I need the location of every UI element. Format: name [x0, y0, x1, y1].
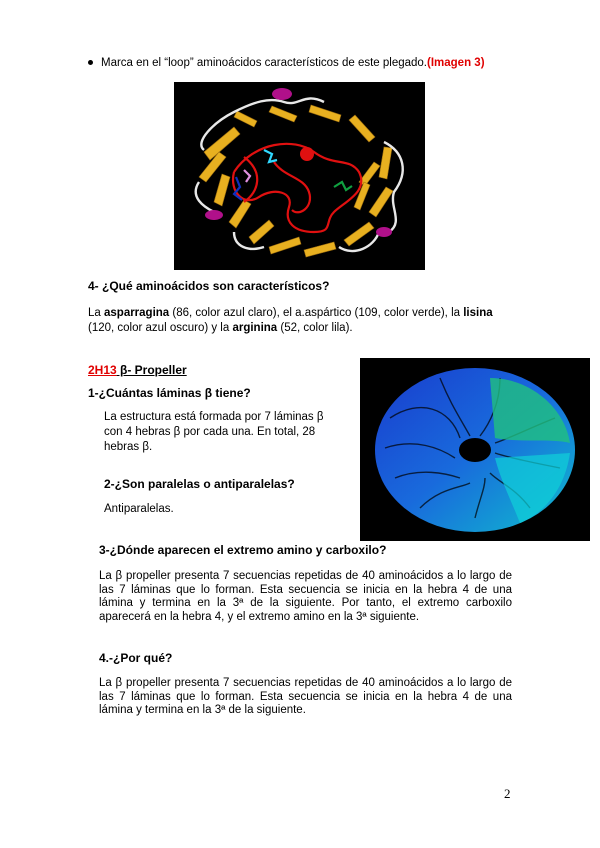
section-code: 2H13	[88, 363, 117, 377]
loop-structure-image	[174, 82, 425, 270]
q4-heading: 4- ¿Qué aminoácidos son característicos?	[88, 279, 330, 293]
page-number: 2	[504, 786, 511, 801]
aa-asparragina: asparragina	[104, 307, 170, 319]
q4b-heading: 4.-¿Por qué?	[99, 651, 173, 665]
beta-propeller-image	[360, 358, 590, 541]
q2-heading: 2-¿Son paralelas o antiparalelas?	[104, 477, 295, 491]
q1-heading: 1-¿Cuántas láminas β tiene?	[88, 386, 251, 400]
bullet-text: Marca en el “loop” aminoácidos característicos de este plegado.	[101, 57, 428, 69]
section-title: β- Propeller	[116, 363, 187, 377]
aa-arginina: arginina	[232, 322, 278, 334]
q2-answer: Antiparalelas.	[104, 503, 174, 515]
protein-structure-figure	[174, 82, 425, 270]
q3-heading: 3-¿Dónde aparecen el extremo amino y carboxilo?	[99, 543, 387, 557]
q4b-answer: La β propeller presenta 7 secuencias repetidas de 40 aminoácidos a lo largo de las 7 láminas que lo forman. Esta secuencia se inicia en la hebra 4 de una lámina y termina en la 3ª de la siguiente.	[99, 677, 512, 716]
aa-lisina: lisina	[463, 307, 493, 319]
propeller-structure-figure	[360, 358, 590, 541]
q4-answer: La asparragina (86, color azul claro), el a.aspártico (109, color verde), la lisina (120, color azul oscuro) y la arginina (52, color lila).	[88, 307, 493, 334]
q3-answer: La β propeller presenta 7 secuencias repetidas de 40 aminoácidos a lo largo de las 7 láminas que lo forman. Esta secuencia se inicia en la hebra 4 de una lámina y termina en la 3ª de la siguiente. Por tanto, el extremo carboxilo aparecerá en la hebra 4, y el extremo amino en la 3ª siguiente.	[99, 570, 512, 623]
bullet-line	[88, 57, 548, 69]
bullet-icon	[88, 60, 93, 65]
section-heading	[88, 363, 187, 377]
q1-answer: La estructura está formada por 7 láminas β con 4 hebras β por cada una. En total, 28 hebras β.	[104, 411, 324, 453]
image-reference: (Imagen 3)	[427, 57, 485, 69]
